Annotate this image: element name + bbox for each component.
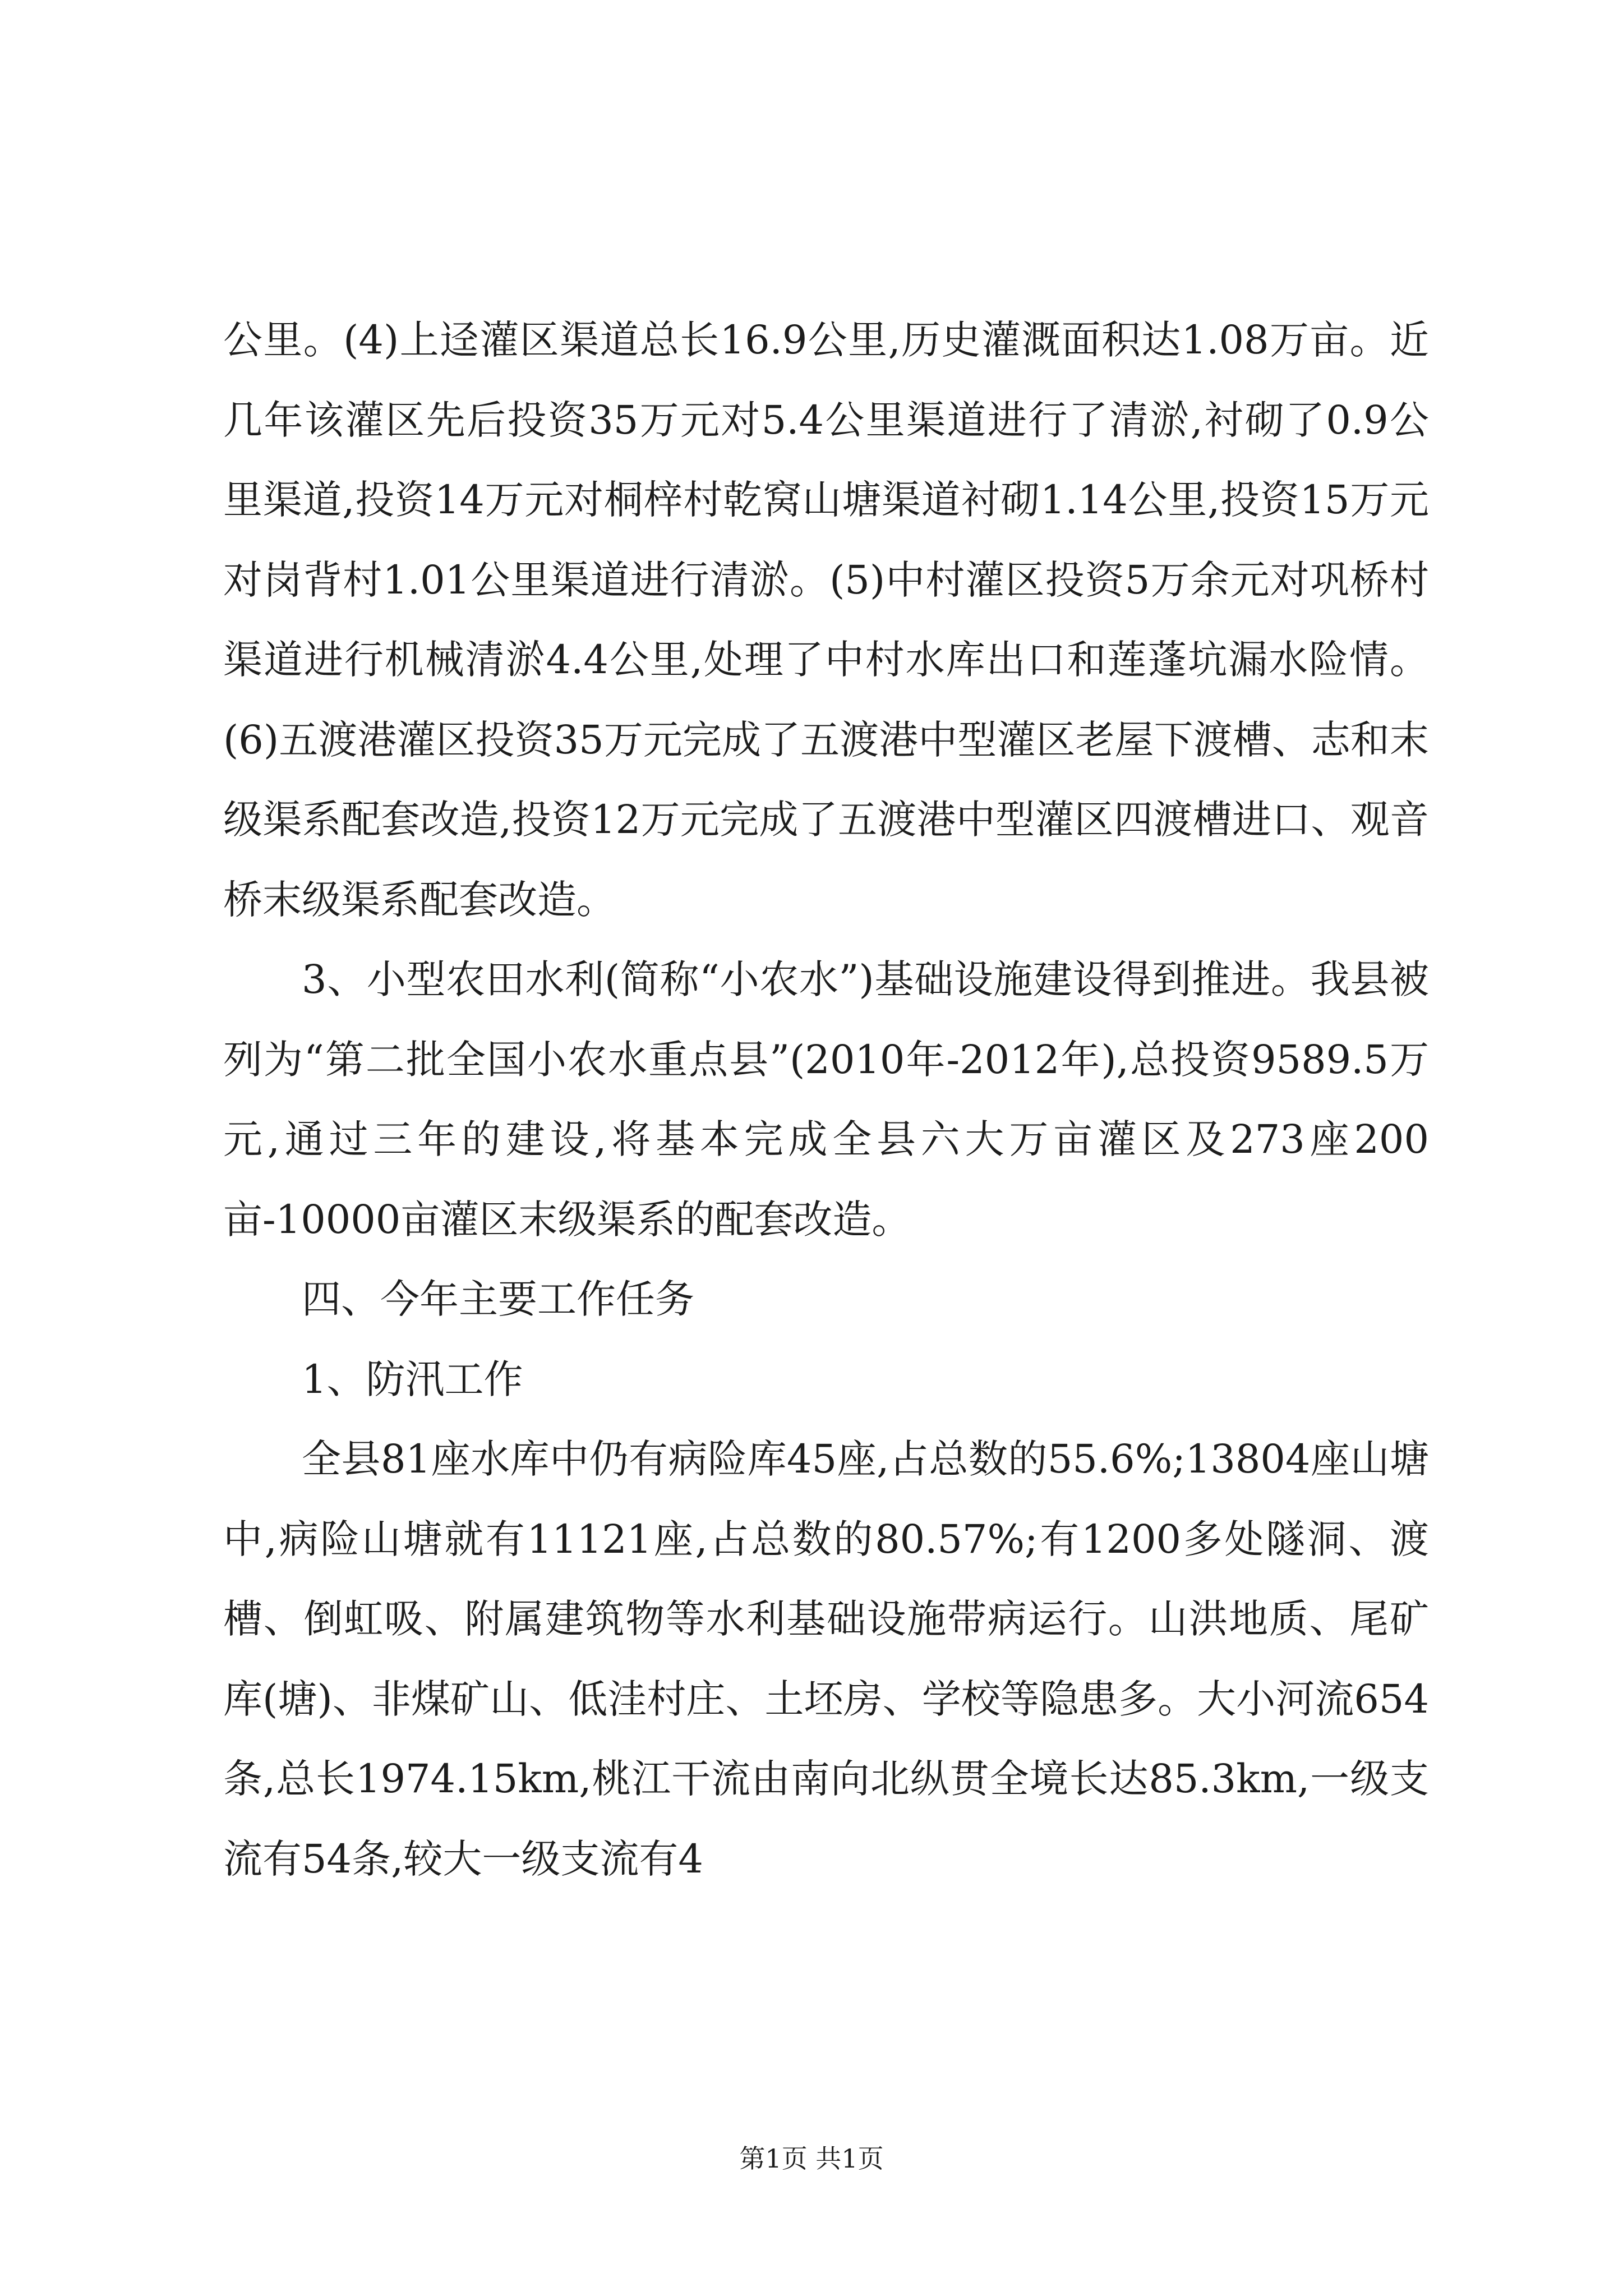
section-heading-main-tasks: 四、今年主要工作任务 [302, 1276, 694, 1322]
page-footer: 第1页 共1页 [739, 2143, 884, 2174]
paragraph-flood-hazards: 全县81座水库中仍有病险库45座,占总数的55.6%;13804座山塘中,病险山塘就有11121座,占总数的80.57%;有1200多处隧洞、渡槽、倒虹吸、附属建筑物等水利基础设施带病运行。山洪地质、尾矿库(塘)、非煤矿山、低洼村庄、土坯房、学校等隐患多。大小河流654条,总长1974.15km,桃江干流由南向北纵贯全境长达85.3km,一级支流有54条,较大一级支流有4 [223, 1436, 1429, 1882]
paragraph-irrigation-districts: 公里。(4)上迳灌区渠道总长16.9公里,历史灌溉面积达1.08万亩。近几年该灌区先后投资35万元对5.4公里渠道进行了清淤,衬砌了0.9公里渠道,投资14万元对桐梓村乾窝山塘渠道衬砌1.14公里,投资15万元对岗背村1.01公里渠道进行清淤。(5)中村灌区投资5万余元对巩桥村渠道进行机械清淤4.4公里,处理了中村水库出口和莲蓬坑漏水险情。(6)五渡港灌区投资35万元完成了五渡港中型灌区老屋下渡槽、志和末级渠系配套改造,投资12万元完成了五渡港中型灌区四渡槽进口、观音桥末级渠系配套改造。 [223, 317, 1429, 923]
document-body [223, 300, 1429, 1899]
subheading-flood-control: 1、防汛工作 [302, 1356, 523, 1402]
paragraph-small-farmland-water: 3、小型农田水利(简称“小农水”)基础设施建设得到推进。我县被列为“第二批全国小农水重点县”(2010年-2012年),总投资9589.5万元,通过三年的建设,将基本完成全县六大万亩灌区及273座200亩-10000亩灌区末级渠系的配套改造。 [223, 956, 1429, 1243]
